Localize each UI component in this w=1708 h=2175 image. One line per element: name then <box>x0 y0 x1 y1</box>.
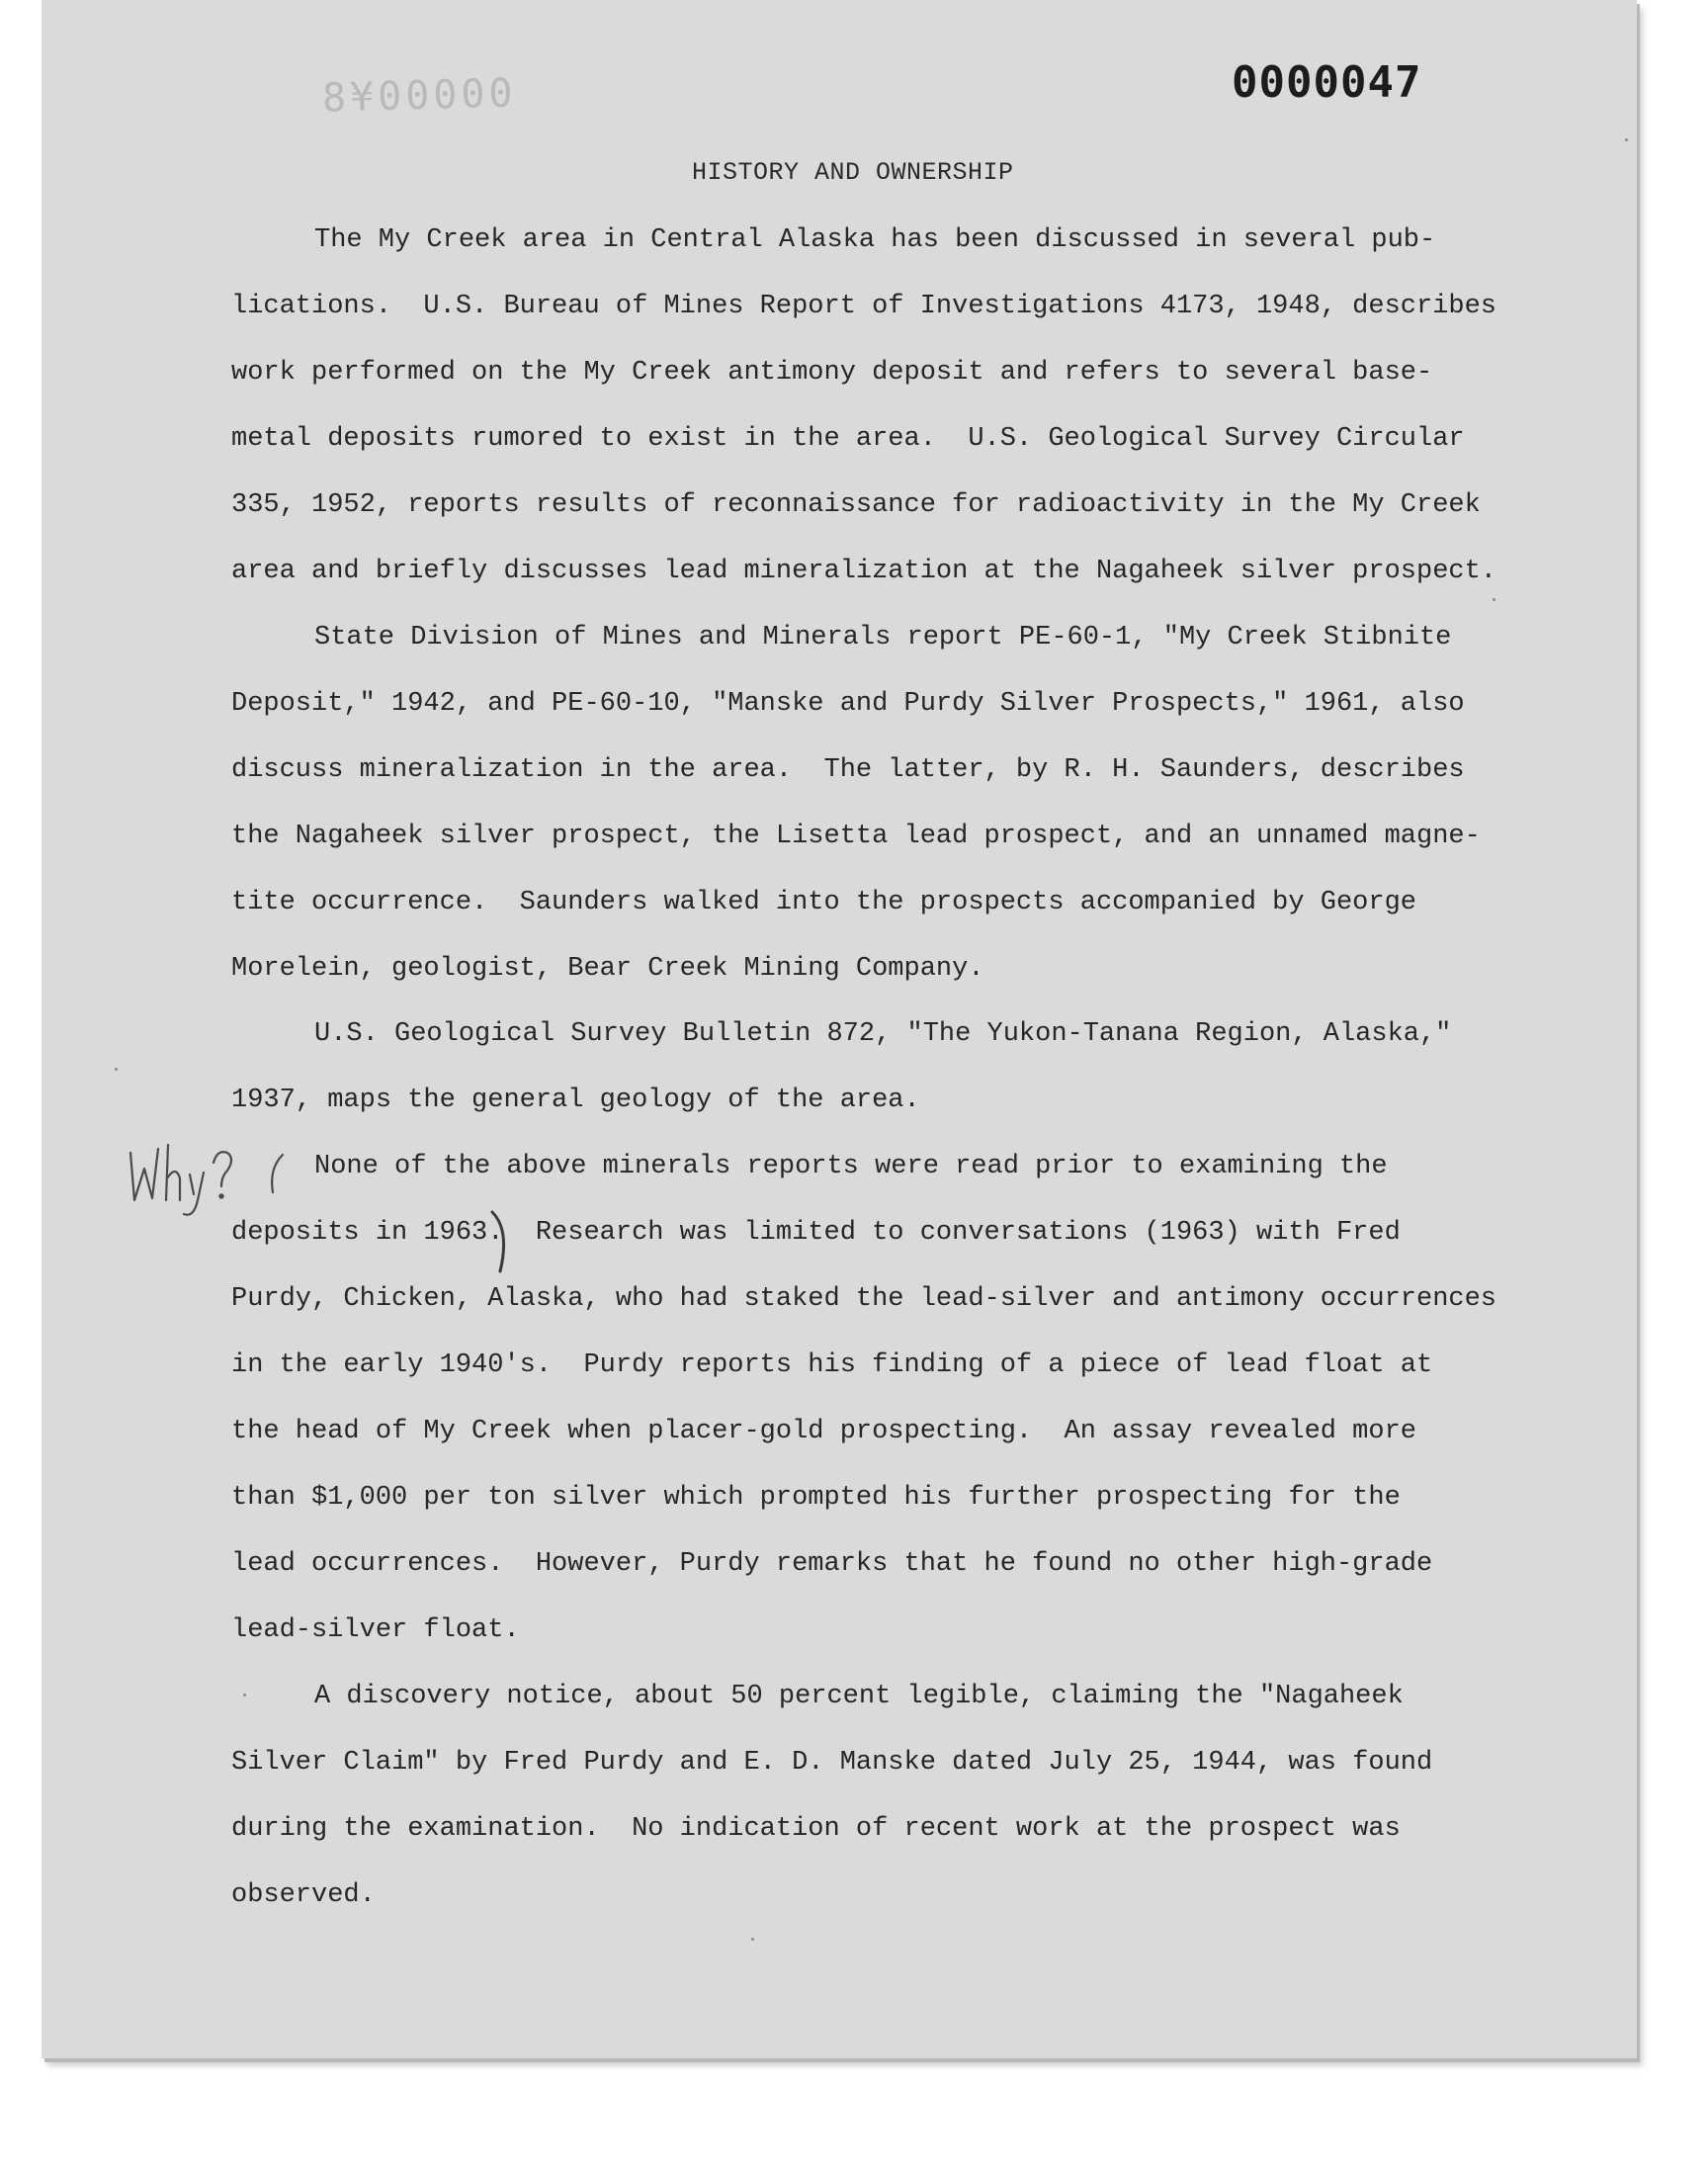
document-title: HISTORY AND OWNERSHIP <box>692 158 1014 187</box>
text-line: deposits in 1963. Research was limited to conversations (1963) with Fred <box>231 1218 1401 1248</box>
text-line: area and briefly discusses lead mineralization at the Nagaheek silver prospect. <box>231 557 1497 586</box>
text-line: the Nagaheek silver prospect, the Lisetta lead prospect, and an unnamed magne- <box>231 822 1481 851</box>
text-line: 1937, maps the general geology of the area. <box>231 1086 920 1115</box>
text-line: Purdy, Chicken, Alaska, who had staked the lead-silver and antimony occurrences <box>231 1284 1497 1314</box>
text-line: 335, 1952, reports results of reconnaissance for radioactivity in the My Creek <box>231 490 1481 520</box>
text-line: discuss mineralization in the area. The latter, by R. H. Saunders, describes <box>231 755 1465 785</box>
handwritten-why-annotation <box>125 1135 288 1222</box>
text-line: State Division of Mines and Minerals report PE-60-1, "My Creek Stibnite <box>314 623 1452 652</box>
text-line: Deposit," 1942, and PE-60-10, "Manske and Purdy Silver Prospects," 1961, also <box>231 689 1465 719</box>
text-line: work performed on the My Creek antimony deposit and refers to several base- <box>231 358 1433 388</box>
text-line: Morelein, geologist, Bear Creek Mining Company. <box>231 954 984 984</box>
text-line: during the examination. No indication of recent work at the prospect was <box>231 1814 1401 1844</box>
text-line: observed. <box>231 1880 376 1910</box>
text-line: the head of My Creek when placer-gold prospecting. An assay revealed more <box>231 1417 1416 1446</box>
scan-speck <box>1493 598 1495 601</box>
scan-speck <box>243 1694 246 1696</box>
text-line: metal deposits rumored to exist in the area. U.S. Geological Survey Circular <box>231 424 1465 454</box>
faint-stamp-number: 8¥00000 <box>321 70 518 122</box>
text-line: lications. U.S. Bureau of Mines Report of Investigations 4173, 1948, describes <box>231 292 1497 321</box>
text-line: lead occurrences. However, Purdy remarks that he found no other high-grade <box>231 1549 1433 1579</box>
page-stamp-number: 0000047 <box>1232 57 1422 108</box>
text-line: Silver Claim" by Fred Purdy and E. D. Manske dated July 25, 1944, was found <box>231 1748 1433 1778</box>
text-line: A discovery notice, about 50 percent legible, claiming the "Nagaheek <box>314 1682 1404 1711</box>
text-line: U.S. Geological Survey Bulletin 872, "The Yukon-Tanana Region, Alaska," <box>314 1019 1452 1049</box>
scan-speck <box>751 1938 754 1941</box>
scan-speck <box>115 1068 118 1071</box>
text-line: lead-silver float. <box>231 1615 520 1645</box>
text-line: The My Creek area in Central Alaska has been discussed in several pub- <box>314 225 1436 255</box>
text-line: tite occurrence. Saunders walked into the prospects accompanied by George <box>231 888 1416 917</box>
scan-speck <box>1625 138 1628 141</box>
text-line: in the early 1940's. Purdy reports his finding of a piece of lead float at <box>231 1350 1433 1380</box>
text-line: None of the above minerals reports were read prior to examining the <box>314 1152 1388 1181</box>
handwritten-close-paren <box>486 1208 516 1277</box>
text-line: than $1,000 per ton silver which prompted his further prospecting for the <box>231 1483 1401 1513</box>
